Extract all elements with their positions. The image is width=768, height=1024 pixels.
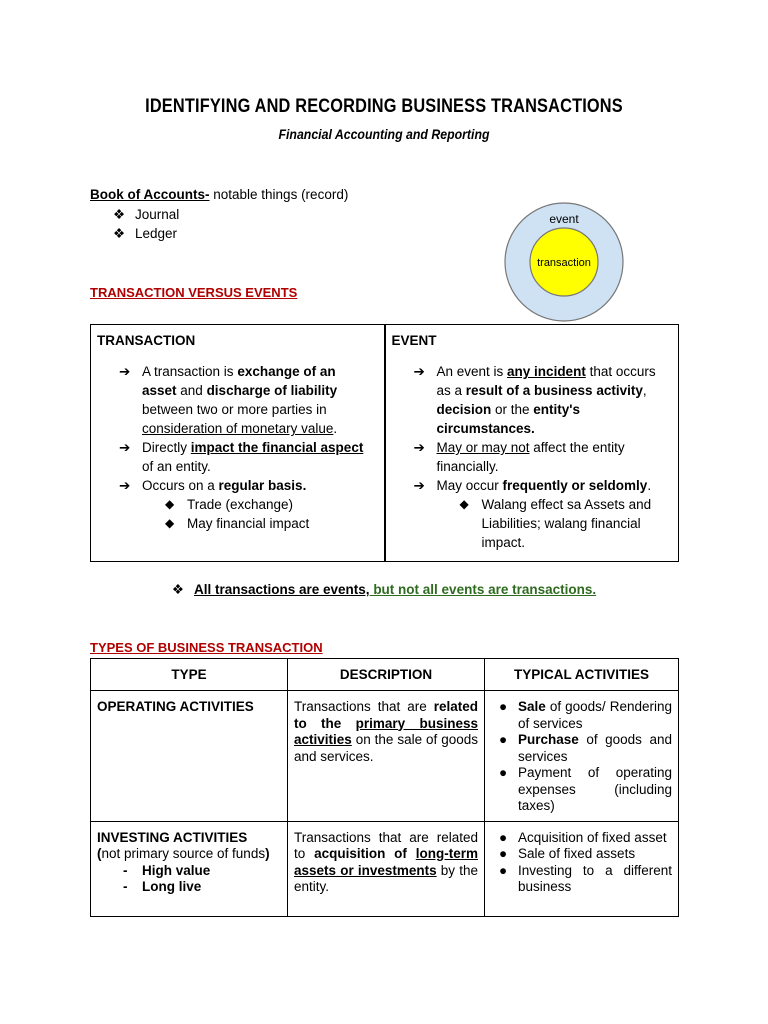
list-item: - High value: [123, 862, 211, 878]
transaction-heading: TRANSACTION: [97, 333, 196, 348]
section-title-transaction-vs-events: TRANSACTION VERSUS EVENTS: [90, 285, 298, 300]
arrow-icon: ➔: [413, 364, 425, 379]
event-transaction-diagram: [502, 200, 628, 324]
list-item: ● Acquisition of fixed asset: [499, 829, 667, 845]
transaction-event-table: [90, 324, 679, 562]
list-item: ➔ An event is any incident that occurs as a result of a business activity, decision or the entity's circumstances.: [413, 364, 656, 436]
transaction-cell: [91, 325, 385, 562]
diamond-bullet-icon: ❖: [171, 582, 184, 597]
diamond-bullet-icon: ❖: [113, 226, 126, 241]
list-item: ➔ May occur frequently or seldomly. ◆ Walang effect sa Assets and Liabilities; walang financial impact.: [386, 476, 679, 552]
arrow-icon: ➔: [119, 478, 131, 493]
transaction-label: transaction: [537, 257, 591, 269]
sub-list-item: ◆ May financial impact: [165, 516, 310, 531]
list-item: ● Payment of operating expenses (including taxes): [499, 765, 672, 813]
activities-cell: [485, 691, 679, 822]
sub-list-item: ◆ Trade (exchange): [165, 497, 294, 512]
column-header: TYPE: [91, 659, 288, 691]
arrow-icon: ➔: [413, 440, 425, 455]
arrow-icon: ➔: [119, 440, 131, 455]
diamond-icon: ◆: [165, 516, 175, 530]
list-item: ➔ Occurs on a regular basis. ◆ Trade (exchange) ◆ May financial impact: [91, 476, 384, 533]
diamond-icon: ◆: [459, 497, 469, 511]
event-cell: [385, 325, 679, 562]
table-row: [91, 821, 679, 916]
table-row: [91, 691, 679, 822]
activities-cell: [485, 821, 679, 916]
section-title-types: TYPES OF BUSINESS TRANSACTION: [90, 640, 323, 655]
bullet-icon: ●: [499, 862, 508, 878]
arrow-icon: ➔: [119, 364, 131, 379]
bullet-icon: ●: [499, 829, 508, 845]
list-item: ● Sale of fixed assets: [499, 846, 636, 861]
column-header: TYPICAL ACTIVITIES: [485, 659, 679, 691]
bullet-icon: ●: [499, 765, 508, 780]
list-item: ➔ Directly impact the financial aspect of an entity.: [119, 440, 364, 474]
list-item: [90, 205, 348, 225]
column-header: DESCRIPTION: [288, 659, 485, 691]
bullet-icon: ●: [499, 732, 508, 747]
sub-list-item: ◆ Walang effect sa Assets and Liabilities; walang financial impact.: [459, 497, 652, 550]
list-item: ● Purchase of goods and services: [499, 732, 672, 764]
key-note: ❖ All transactions are events, but not all events are transactions.: [171, 582, 597, 597]
event-heading: EVENT: [391, 333, 437, 348]
list-item-label: Journal: [135, 206, 180, 222]
event-label: event: [549, 212, 579, 226]
list-item: ➔ May or may not affect the entity financially.: [413, 440, 625, 474]
book-of-accounts-desc: notable things (record): [209, 187, 349, 202]
page-subtitle: Financial Accounting and Reporting: [278, 126, 490, 142]
type-cell: OPERATING ACTIVITIES: [91, 691, 288, 822]
book-of-accounts-label: Book of Accounts-: [90, 187, 210, 202]
diamond-icon: ◆: [165, 497, 175, 511]
arrow-icon: ➔: [413, 478, 425, 493]
type-cell: INVESTING ACTIVITIES (not primary source of funds) - High value - Long live: [91, 821, 288, 916]
list-item: - Long live: [123, 879, 202, 894]
diamond-bullet-icon: ❖: [113, 206, 126, 222]
types-table: [90, 658, 679, 917]
page-title: IDENTIFYING AND RECORDING BUSINESS TRANSACTIONS: [145, 96, 623, 117]
description-cell: Transactions that are related to acquisition of long-term assets or investments by the entity.: [288, 821, 485, 916]
bullet-icon: ●: [499, 846, 508, 861]
list-item: ● Sale of goods/ Rendering of services: [499, 699, 672, 731]
list-item: ● Investing to a different business: [499, 862, 672, 894]
book-of-accounts: [90, 185, 348, 244]
list-item: ➔ A transaction is exchange of an asset and discharge of liability between two or more parties in consideration of monetary value.: [119, 364, 338, 436]
list-item: [90, 224, 348, 244]
list-item-label: Ledger: [135, 226, 178, 241]
bullet-icon: ●: [499, 699, 508, 714]
description-cell: Transactions that are related to the primary business activities on the sale of goods and services.: [288, 691, 485, 822]
